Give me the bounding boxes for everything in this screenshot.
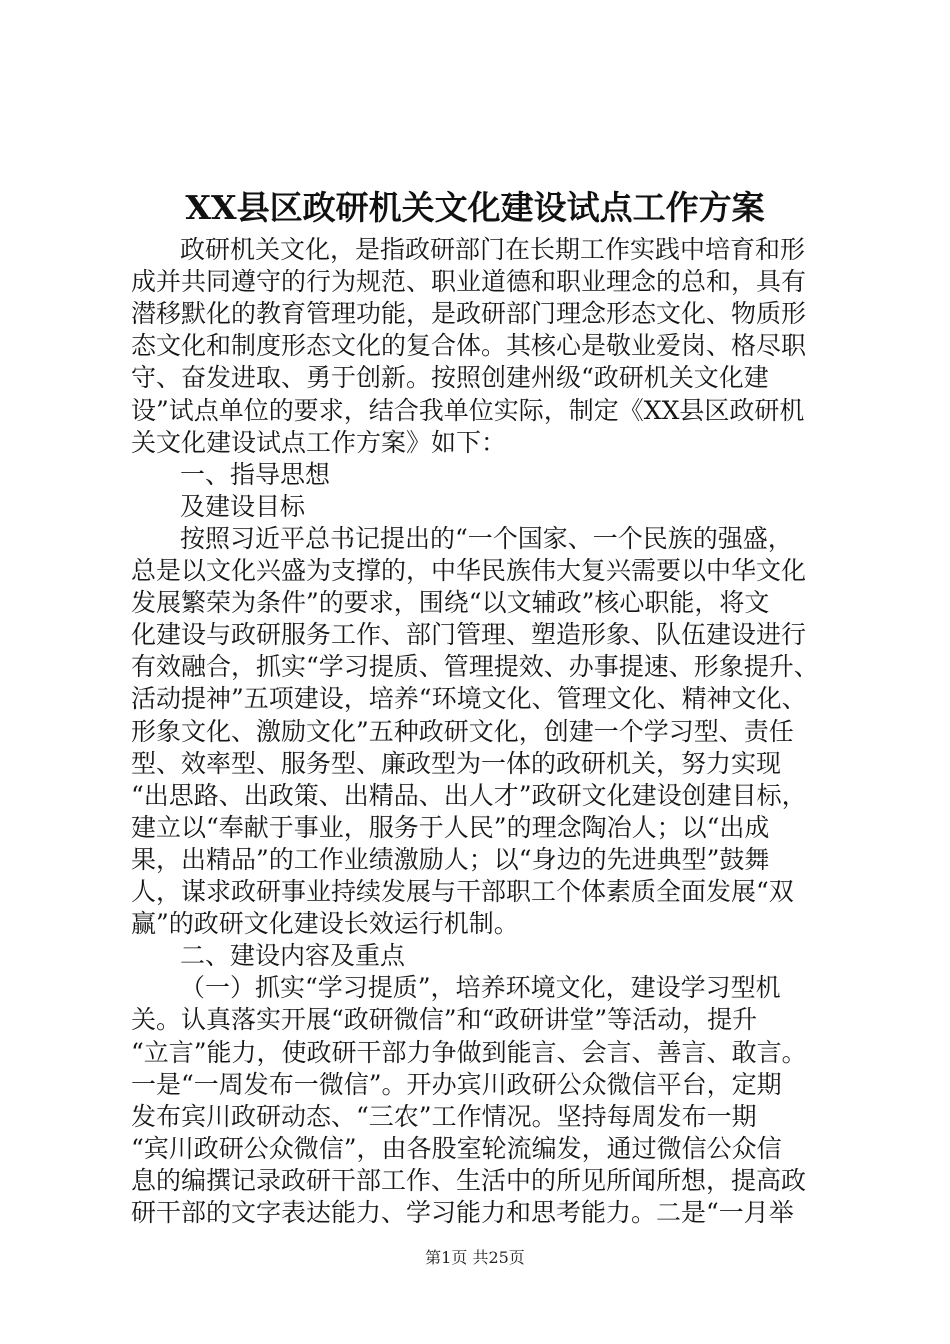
- body-line: 息的编撰记录政研干部工作、生活中的所见所闻所想，提高政: [131, 1165, 807, 1195]
- document-title: XX县区政研机关文化建设试点工作方案: [185, 188, 765, 227]
- body-line: 型、效率型、服务型、廉政型为一体的政研机关，努力实现: [131, 748, 782, 778]
- body-line: 按照习近平总书记提出的“一个国家、一个民族的强盛，: [180, 523, 793, 553]
- body-line: “出思路、出政策、出精品、出人才”政研文化建设创建目标，: [131, 780, 807, 810]
- body-line: 形象文化、激励文化”五种政研文化，创建一个学习型、责任: [131, 716, 794, 746]
- body-line: 守、奋发进取、勇于创新。按照创建州级“政研机关文化建: [131, 363, 769, 393]
- body-line: 发展繁荣为条件”的要求，围绕“以文辅政”核心职能，将文: [131, 588, 770, 618]
- body-line: 活动提神”五项建设，培养“环境文化、管理文化、精神文化、: [131, 684, 807, 714]
- body-line: 态文化和制度形态文化的复合体。其核心是敬业爱岗、格尽职: [131, 331, 807, 361]
- body-line: “立言”能力，使政研干部力争做到能言、会言、善言、敢言。: [131, 1037, 807, 1067]
- body-line: 化建设与政研服务工作、部门管理、塑造形象、队伍建设进行: [131, 620, 807, 650]
- body-line: 设”试点单位的要求，结合我单位实际，制定《XX县区政研机: [131, 395, 805, 425]
- body-line: 一、指导思想: [180, 459, 331, 489]
- body-line: 政研机关文化，是指政研部门在长期工作实践中培育和形: [180, 235, 806, 264]
- body-line: 赢”的政研文化建设长效运行机制。: [131, 909, 519, 939]
- body-line: 果，出精品”的工作业绩激励人；以“身边的先进典型”鼓舞: [131, 844, 770, 874]
- body-line: 有效融合，抓实“学习提质、管理提效、办事提速、形象提升、: [131, 652, 819, 682]
- body-line: 发布宾川政研动态、“三农”工作情况。坚持每周发布一期: [131, 1101, 757, 1131]
- body-line: 及建设目标: [180, 491, 306, 521]
- body-line: 潜移默化的教育管理功能，是政研部门理念形态文化、物质形: [131, 299, 807, 329]
- body-line: 建立以“奉献于事业，服务于人民”的理念陶冶人；以“出成: [131, 812, 770, 842]
- body-line: 人，谋求政研事业持续发展与干部职工个体素质全面发展“双: [131, 877, 794, 906]
- body-line: 一是“一周发布一微信”。开办宾川政研公众微信平台，定期: [131, 1069, 782, 1099]
- body-line: 二、建设内容及重点: [180, 941, 406, 971]
- body-line: 总是以文化兴盛为支撑的，中华民族伟大复兴需要以中华文化: [131, 556, 807, 585]
- body-line: 成并共同遵守的行为规范、职业道德和职业理念的总和，具有: [131, 267, 807, 297]
- body-line: “宾川政研公众微信”，由各股室轮流编发，通过微信公众信: [131, 1133, 782, 1163]
- body-line: 关。认真落实开展“政研微信”和“政研讲堂”等活动，提升: [131, 1005, 758, 1035]
- body-line: （一）抓实“学习提质”，培养环境文化，建设学习型机: [180, 973, 781, 1003]
- body-line: 关文化建设试点工作方案》如下：: [131, 427, 507, 457]
- body-line: 研干部的文字表达能力、学习能力和思考能力。二是“一月举: [131, 1198, 794, 1227]
- page-footer: 第1页 共25页: [425, 1248, 525, 1267]
